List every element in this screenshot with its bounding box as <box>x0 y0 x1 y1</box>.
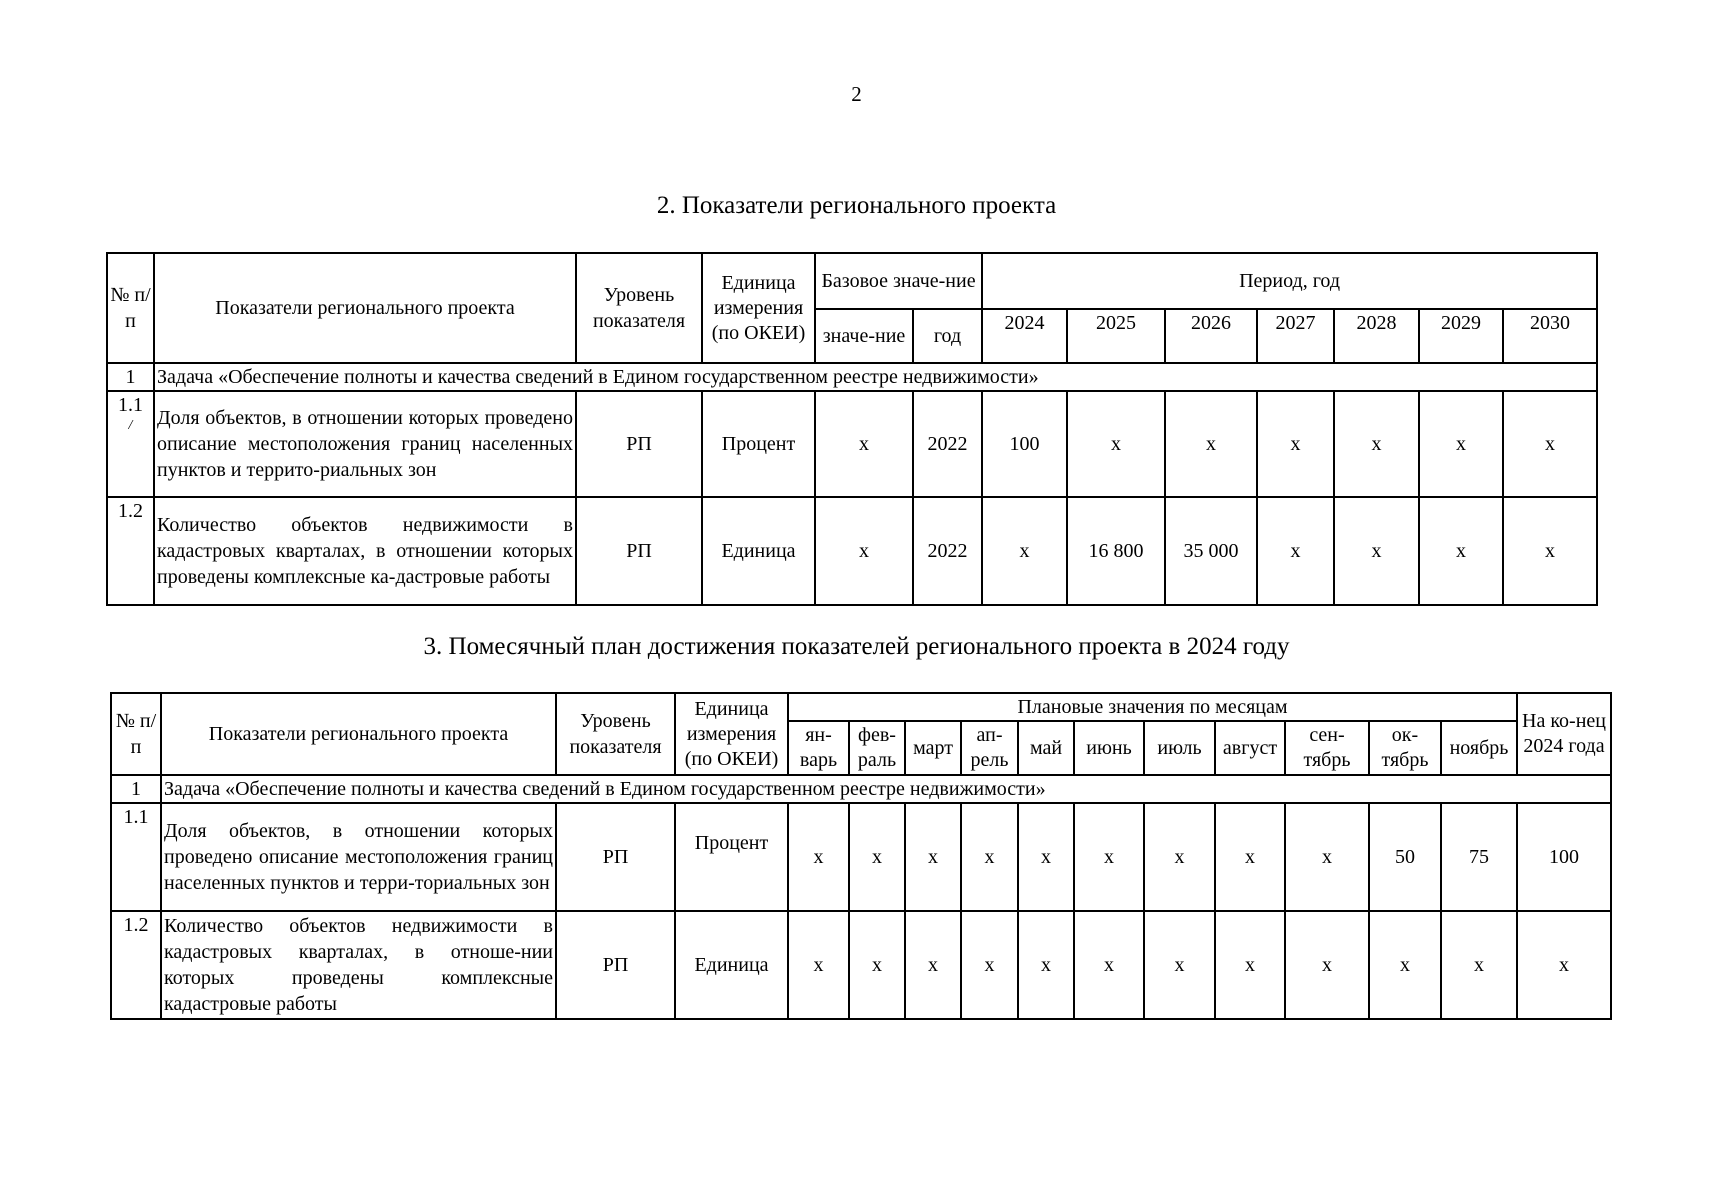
header-month: май <box>1018 721 1074 775</box>
row-base-year: 2022 <box>913 391 982 497</box>
table-row <box>107 497 1597 605</box>
row-value: x <box>1285 911 1369 1019</box>
header-unit: Единица измерения (по ОКЕИ) <box>675 693 788 775</box>
header-base: Базовое значе-ние <box>815 253 982 309</box>
row-value: x <box>1067 391 1165 497</box>
row-value: x <box>1074 803 1144 911</box>
row-value: x <box>1215 803 1285 911</box>
row-value: x <box>982 497 1067 605</box>
row-value: x <box>961 911 1018 1019</box>
row-mark: / <box>128 418 133 433</box>
row-value: x <box>961 803 1018 911</box>
row-num <box>107 391 154 497</box>
indicators-table <box>106 252 1598 606</box>
row-value: x <box>1215 911 1285 1019</box>
header-year-end: На ко-нец 2024 года <box>1517 693 1611 775</box>
header-indicator: Показатели регионального проекта <box>154 253 576 363</box>
row-value: x <box>1018 911 1074 1019</box>
row-unit: Единица <box>675 911 788 1019</box>
header-level: Уровень показателя <box>576 253 702 363</box>
header-year: 2027 <box>1257 309 1334 363</box>
header-month: июнь <box>1074 721 1144 775</box>
row-level: РП <box>556 911 675 1019</box>
row-year-end: x <box>1517 911 1611 1019</box>
row-indicator: Количество объектов недвижимости в кадастровых кварталах, в отношении которых проведены комплексные ка-дастровые работы <box>154 497 576 605</box>
header-month: ок-тябрь <box>1369 721 1441 775</box>
row-year-end: 100 <box>1517 803 1611 911</box>
row-value: x <box>1334 391 1419 497</box>
table-row <box>111 803 1611 911</box>
header-num: № п/п <box>107 253 154 363</box>
table-row <box>107 391 1597 497</box>
row-value: x <box>905 911 961 1019</box>
row-num-text: 1.1 <box>118 394 143 416</box>
header-month: ноябрь <box>1441 721 1517 775</box>
row-value: x <box>1503 391 1597 497</box>
row-value: x <box>1369 911 1441 1019</box>
header-month: март <box>905 721 961 775</box>
row-value: x <box>1419 497 1503 605</box>
row-base-value: x <box>815 391 913 497</box>
section-3-title: 3. Помесячный план достижения показателей регионального проекта в 2024 году <box>423 633 1290 660</box>
row-value: x <box>1144 803 1215 911</box>
row-value: x <box>905 803 961 911</box>
row-value: x <box>1257 497 1334 605</box>
header-planned: Плановые значения по месяцам <box>788 693 1517 721</box>
row-indicator: Количество объектов недвижимости в кадастровых кварталах, в отноше-нии которых проведены комплексные кадастровые работы <box>161 911 556 1019</box>
table-row <box>111 911 1611 1019</box>
row-value: x <box>1419 391 1503 497</box>
row-value: x <box>1018 803 1074 911</box>
row-value: x <box>849 911 905 1019</box>
header-year: 2026 <box>1165 309 1257 363</box>
row-value: 75 <box>1441 803 1517 911</box>
header-level: Уровень показателя <box>556 693 675 775</box>
header-base-year: год <box>913 309 982 363</box>
row-base-year: 2022 <box>913 497 982 605</box>
row-value: x <box>1257 391 1334 497</box>
row-value: 16 800 <box>1067 497 1165 605</box>
task-num: 1 <box>107 363 154 391</box>
row-unit: Процент <box>702 391 815 497</box>
row-num: 1.2 <box>111 911 161 1019</box>
task-row: Задача «Обеспечение полноты и качества сведений в Едином государственном реестре недвижимости» <box>154 363 1597 391</box>
header-month: фев-раль <box>849 721 905 775</box>
row-value: x <box>1285 803 1369 911</box>
section-2-title: 2. Показатели регионального проекта <box>656 192 1057 219</box>
row-value: x <box>1503 497 1597 605</box>
header-year: 2029 <box>1419 309 1503 363</box>
row-value: x <box>1334 497 1419 605</box>
header-year: 2030 <box>1503 309 1597 363</box>
header-month: сен-тябрь <box>1285 721 1369 775</box>
monthly-plan-table <box>110 692 1612 1020</box>
header-num: № п/п <box>111 693 161 775</box>
task-row: Задача «Обеспечение полноты и качества сведений в Едином государственном реестре недвижимости» <box>161 775 1611 803</box>
row-num: 1.2 <box>107 497 154 605</box>
header-period: Период, год <box>982 253 1597 309</box>
row-level: РП <box>576 391 702 497</box>
row-value: x <box>1165 391 1257 497</box>
header-month: июль <box>1144 721 1215 775</box>
row-unit: Процент <box>675 803 788 911</box>
header-year: 2025 <box>1067 309 1165 363</box>
row-level: РП <box>556 803 675 911</box>
header-unit: Единица измерения (по ОКЕИ) <box>702 253 815 363</box>
row-value: x <box>1144 911 1215 1019</box>
row-value: 50 <box>1369 803 1441 911</box>
header-base-value: значе-ние <box>815 309 913 363</box>
row-value: x <box>788 911 849 1019</box>
header-month: ян-варь <box>788 721 849 775</box>
row-unit: Единица <box>702 497 815 605</box>
header-month: август <box>1215 721 1285 775</box>
row-value: 100 <box>982 391 1067 497</box>
row-level: РП <box>576 497 702 605</box>
row-value: x <box>849 803 905 911</box>
row-value: x <box>788 803 849 911</box>
task-num: 1 <box>111 775 161 803</box>
row-base-value: x <box>815 497 913 605</box>
header-indicator: Показатели регионального проекта <box>161 693 556 775</box>
row-indicator: Доля объектов, в отношении которых проведено описание местоположения границ населенных пунктов и террито-риальных зон <box>154 391 576 497</box>
row-value: x <box>1074 911 1144 1019</box>
page-number: 2 <box>851 82 862 106</box>
row-indicator: Доля объектов, в отношении которых проведено описание местоположения границ населенных пунктов и терри-ториальных зон <box>161 803 556 911</box>
header-year: 2028 <box>1334 309 1419 363</box>
row-value: x <box>1441 911 1517 1019</box>
row-num: 1.1 <box>111 803 161 911</box>
header-month: ап-рель <box>961 721 1018 775</box>
row-value: 35 000 <box>1165 497 1257 605</box>
header-year: 2024 <box>982 309 1067 363</box>
